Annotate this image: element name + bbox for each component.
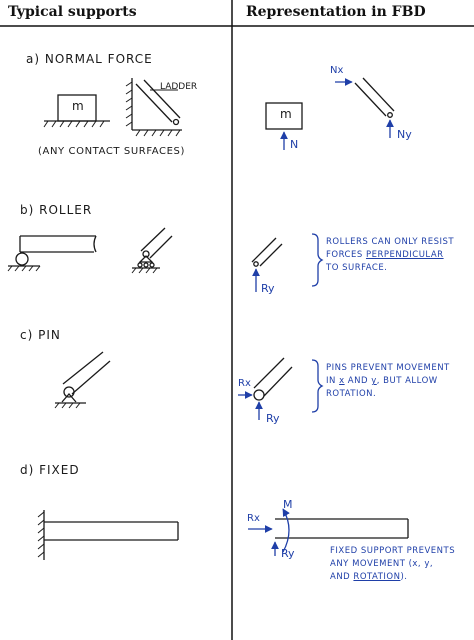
fbd-block-mass-label: m: [280, 107, 292, 121]
pin-note-y: y: [371, 376, 377, 387]
fbd-fixed-M-label: M: [283, 498, 293, 511]
ladder-label: LADDER: [160, 82, 198, 92]
pin-note-line-1: PINS PREVENT MOVEMENT: [326, 363, 450, 373]
roller-support-beam: [8, 236, 96, 271]
section-label-normal-force: a) NORMAL FORCE: [26, 52, 153, 66]
fbd-fixed-Ry-label: Ry: [281, 547, 295, 560]
fbd-normal-N-label: N: [290, 138, 299, 151]
fbd-normal-Nx-label: Nx: [330, 65, 344, 76]
pin-note-line-2: [326, 375, 450, 388]
roller-note-line-3: TO SURFACE.: [326, 263, 388, 274]
fbd-fixed-Rx-label: Rx: [247, 513, 260, 524]
pin-support: [55, 352, 110, 408]
fixed-note: [330, 545, 455, 585]
fixed-note-rotation: ROTATION: [353, 572, 401, 583]
fixed-note-line-3: [330, 571, 455, 584]
roller-support-inclined: [132, 228, 172, 273]
header-fbd-representation: Representation in FBD: [246, 4, 426, 20]
header-typical-supports: Typical supports: [8, 4, 137, 20]
section-label-roller: b) ROLLER: [20, 203, 93, 217]
section-label-pin: c) PIN: [20, 328, 61, 342]
pin-note-line-3: ROTATION.: [326, 389, 377, 400]
roller-note: [326, 236, 454, 276]
fixed-note-and: AND: [330, 572, 354, 583]
pin-note-and: AND: [344, 376, 372, 387]
pin-note-x: x: [339, 376, 345, 387]
fixed-support: [38, 510, 178, 560]
fbd-pin: [238, 358, 322, 420]
pin-note-but-allow: , BUT ALLOW: [376, 376, 438, 387]
fbd-normal-Ny-label: Ny: [397, 128, 412, 141]
block-mass-label: m: [72, 99, 84, 113]
section-label-fixed: d) FIXED: [20, 463, 80, 477]
fbd-pin-Rx-label: Rx: [238, 378, 251, 389]
roller-note-forces: FORCES: [326, 250, 366, 261]
roller-note-perpendicular: PERPENDICULAR: [365, 250, 444, 261]
roller-note-line-2: [326, 249, 454, 262]
pin-note-in: IN: [326, 376, 340, 387]
fixed-note-line-2: ANY MOVEMENT (x, y,: [330, 559, 434, 570]
pin-note: [326, 362, 450, 402]
contact-surfaces-caption: (ANY CONTACT SURFACES): [38, 146, 185, 157]
fixed-note-line-1: FIXED SUPPORT PREVENTS: [330, 546, 456, 556]
roller-note-line-1: ROLLERS CAN ONLY RESIST: [326, 237, 455, 247]
fbd-roller-Ry-label: Ry: [261, 282, 275, 295]
fixed-note-end: ).: [400, 572, 408, 583]
fbd-pin-Ry-label: Ry: [266, 412, 280, 425]
